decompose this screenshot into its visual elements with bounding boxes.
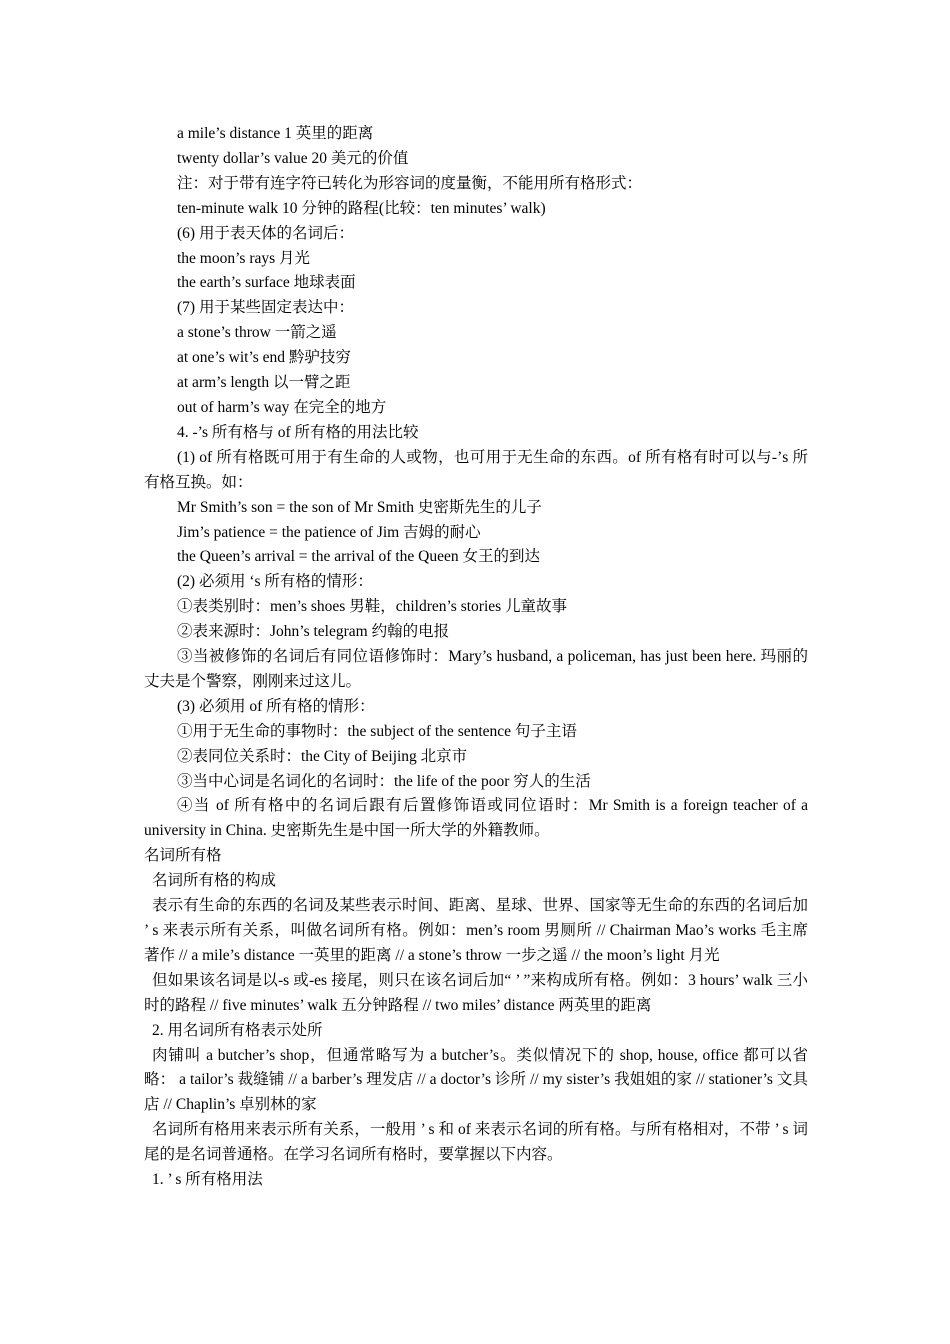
text-line: at one’s wit’s end 黔驴技穷 [177, 349, 351, 367]
text-line: ①用于无生命的事物时：the subject of the sentence 句子主语 [177, 722, 577, 740]
section-heading: 4. -’s 所有格与 of 所有格的用法比较 [177, 423, 419, 441]
text-line: the earth’s surface 地球表面 [177, 274, 356, 292]
paragraph: 但如果该名词是以-s 或-es 接尾，则只在该名词后加“ ’ ”来构成所有格。例如：3 hours’ walk 三小时的路程 // five minutes’ walk 五分钟路程 // two miles’ distance 两英里的距离 [144, 971, 808, 1014]
text-line: (6) 用于表天体的名词后： [177, 224, 354, 242]
text-line: out of harm’s way 在完全的地方 [177, 398, 387, 416]
paragraph: ④当 of 所有格中的名词后跟有后置修饰语或同位语时：Mr Smith is a foreign teacher of a university in China. 史密斯先生是中国一所大学的外籍教师。 [144, 797, 808, 840]
text-line: the moon’s rays 月光 [177, 249, 311, 267]
paragraph: 肉铺叫 a butcher’s shop，但通常略写为 a butcher’s。类似情况下的 shop, house, office 都可以省略： a tailor’s 裁缝铺 // a barber’s 理发店 // a doctor’s 诊所 // my sister’s 我姐姐的家 // stationer’s 文具店 // Chaplin’s 卓别林的家 [144, 1046, 808, 1114]
subsection-heading: 2. 用名词所有格表示处所 [152, 1021, 323, 1039]
paragraph: 表示有生命的东西的名词及某些表示时间、距离、星球、世界、国家等无生命的东西的名词后加 ’ s 来表示所有关系，叫做名词所有格。例如：men’s room 男厕所 // Chairman Mao’s works 毛主席著作 // a mile’s distance 一英里的距离 // a stone’s throw 一步之遥 // the moon’s light 月光 [144, 897, 808, 964]
paragraph: 名词所有格用来表示所有关系，一般用 ’ s 和 of 来表示名词的所有格。与所有格相对，不带 ’ s 词尾的是名词普通格。在学习名词所有格时，要掌握以下内容。 [144, 1121, 808, 1164]
subsection-heading: 名词所有格的构成 [152, 872, 277, 890]
paragraph: ③当被修饰的名词后有同位语修饰时：Mary’s husband, a policeman, has just been here. 玛丽的丈夫是个警察，刚刚来过这儿。 [144, 648, 808, 690]
text-line: Jim’s patience = the patience of Jim 吉姆的耐心 [177, 523, 481, 541]
text-line: ten-minute walk 10 分钟的路程(比较：ten minutes’ walk) [177, 199, 546, 217]
subsection-heading: 1. ’ s 所有格用法 [152, 1171, 263, 1189]
text-line: the Queen’s arrival = the arrival of the Queen 女王的到达 [177, 548, 540, 566]
text-line: (2) 必须用 ‘s 所有格的情形： [177, 573, 373, 591]
section-heading: 名词所有格 [144, 847, 222, 865]
text-line: ②表来源时：John’s telegram 约翰的电报 [177, 623, 450, 641]
text-line: (7) 用于某些固定表达中： [177, 299, 354, 317]
text-line: 注：对于带有连字符已转化为形容词的度量衡，不能用所有格形式： [177, 174, 643, 192]
text-line: a mile’s distance 1 英里的距离 [177, 125, 374, 142]
text-line: ③当中心词是名词化的名词时：the life of the poor 穷人的生活 [177, 772, 591, 790]
text-line: twenty dollar’s value 20 美元的价值 [177, 149, 409, 167]
text-line: (3) 必须用 of 所有格的情形： [177, 697, 375, 715]
document-page [144, 122, 808, 1193]
text-line: a stone’s throw 一箭之遥 [177, 324, 337, 342]
text-line: ①表类别时：men’s shoes 男鞋，children’s stories 儿童故事 [177, 598, 568, 616]
text-line: Mr Smith’s son = the son of Mr Smith 史密斯先生的儿子 [177, 498, 542, 516]
paragraph: (1) of 所有格既可用于有生命的人或物，也可用于无生命的东西。of 所有格有时可以与-’s 所有格互换。如： [144, 448, 808, 491]
text-line: ②表同位关系时：the City of Beijing 北京市 [177, 747, 468, 765]
text-line: at arm’s length 以一臂之距 [177, 374, 351, 392]
